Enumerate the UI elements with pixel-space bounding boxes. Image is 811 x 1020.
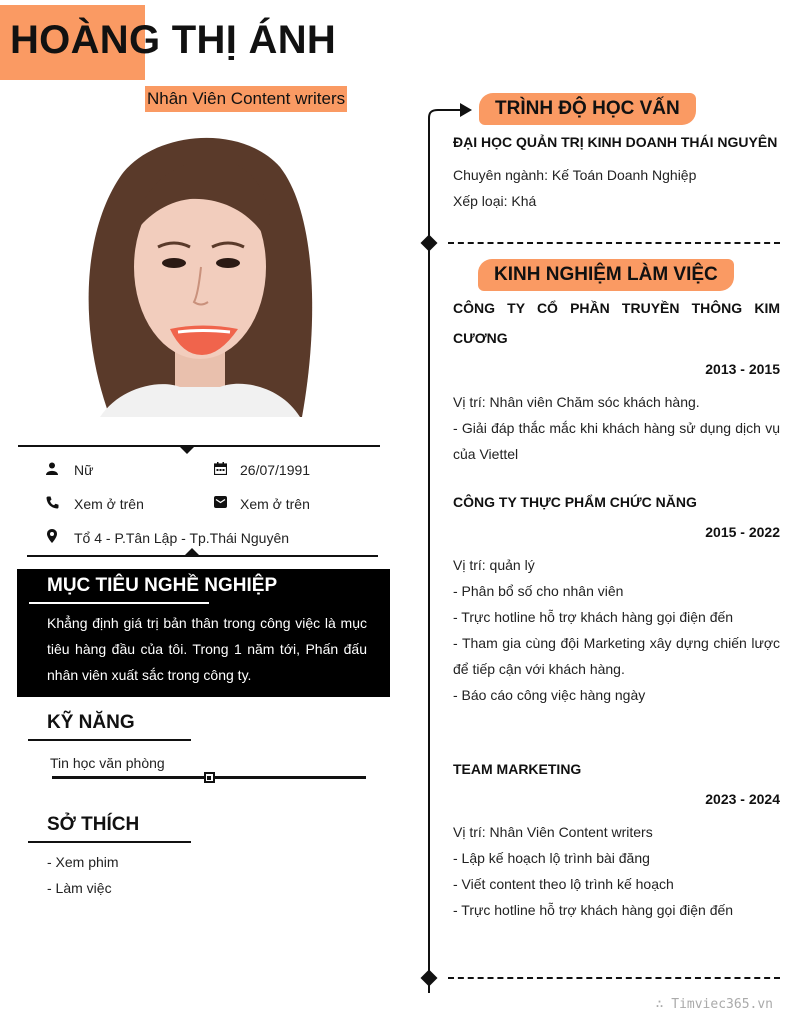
timeline-arrow bbox=[428, 100, 474, 129]
calendar-icon bbox=[213, 461, 227, 475]
profile-photo bbox=[70, 117, 322, 417]
job-company: CÔNG TY THỰC PHẨM CHỨC NĂNG bbox=[453, 494, 697, 510]
job-company: CÔNG TY CỔ PHẦN TRUYỀN THÔNG KIM bbox=[453, 300, 780, 316]
objective-underline bbox=[29, 602, 209, 604]
job-period: 2015 - 2022 bbox=[705, 524, 780, 540]
section-separator bbox=[448, 977, 780, 979]
job-detail: Vị trí: Nhân Viên Content writers bbox=[453, 824, 653, 840]
job-detail: Vị trí: quản lý bbox=[453, 557, 535, 573]
job-detail: - Báo cáo công việc hàng ngày bbox=[453, 687, 646, 703]
education-rank: Xếp loại: Khá bbox=[453, 193, 537, 209]
education-major: Chuyên ngành: Kế Toán Doanh Nghiệp bbox=[453, 167, 697, 183]
job-detail: - Trực hotline hỗ trợ khách hàng gọi điện đến bbox=[453, 609, 734, 625]
job-title: Nhân Viên Content writers bbox=[145, 86, 347, 112]
experience-title: KINH NGHIỆM LÀM VIỆC bbox=[478, 259, 734, 291]
skill-bar-knob bbox=[204, 772, 215, 783]
hobbies-title: SỞ THÍCH bbox=[47, 814, 140, 835]
hobbies-underline bbox=[28, 841, 191, 843]
objective-text: Khẳng định giá trị bản thân trong công việc là mục tiêu hàng đầu của tôi. Trong 1 năm tới, Phấn đấu nhân viên xuất sắc trong công ty. bbox=[47, 615, 367, 683]
hobby-item: - Xem phim bbox=[47, 854, 119, 870]
job-detail: - Giải đáp thắc mắc khi khách hàng sử dụng dịch vụ bbox=[453, 420, 780, 436]
job-period: 2023 - 2024 bbox=[705, 791, 780, 807]
user-icon bbox=[45, 461, 59, 475]
skills-underline bbox=[28, 739, 191, 741]
objective-title: MỤC TIÊU NGHỀ NGHIỆP bbox=[47, 575, 278, 596]
email-value: Xem ở trên bbox=[240, 496, 310, 512]
hobby-item: - Làm việc bbox=[47, 880, 112, 896]
watermark: ∴ Timviec365.vn bbox=[655, 997, 773, 1012]
phone-value: Xem ở trên bbox=[74, 496, 144, 512]
gender-value: Nữ bbox=[74, 462, 94, 478]
education-title: TRÌNH ĐỘ HỌC VẤN bbox=[479, 93, 696, 125]
job-detail: - Phân bổ số cho nhân viên bbox=[453, 583, 624, 599]
address-value: Tổ 4 - P.Tân Lập - Tp.Thái Nguyên bbox=[74, 530, 290, 546]
phone-icon bbox=[45, 495, 59, 509]
school-name: ĐẠI HỌC QUẢN TRỊ KINH DOANH THÁI NGUYÊN bbox=[453, 134, 778, 150]
watermark-text: Timviec365.vn bbox=[671, 997, 773, 1012]
divider-bottom bbox=[27, 555, 378, 557]
job-detail: Vị trí: Nhân viên Chăm sóc khách hàng. bbox=[453, 394, 700, 410]
job-period: 2013 - 2015 bbox=[705, 361, 780, 377]
birthday-value: 26/07/1991 bbox=[240, 462, 311, 478]
section-separator bbox=[448, 242, 780, 244]
job-detail: của Viettel bbox=[453, 446, 519, 462]
job-detail: - Viết content theo lộ trình kế hoạch bbox=[453, 876, 674, 892]
divider-top bbox=[18, 445, 380, 447]
job-company-cont: CƯƠNG bbox=[453, 330, 508, 346]
objective-section bbox=[17, 569, 390, 697]
job-company: TEAM MARKETING bbox=[453, 761, 582, 777]
timeline-diamond bbox=[421, 970, 438, 987]
timeline-diamond bbox=[421, 235, 438, 252]
skill-name: Tin học văn phòng bbox=[50, 755, 165, 771]
job-detail: - Tham gia cùng đội Marketing xây dựng chiến lược bbox=[453, 635, 780, 651]
job-detail: - Trực hotline hỗ trợ khách hàng gọi điện đến bbox=[453, 902, 734, 918]
job-detail: - Lập kế hoạch lộ trình bài đăng bbox=[453, 850, 650, 866]
candidate-name: HOÀNG THỊ ÁNH bbox=[10, 18, 337, 62]
divider-notch bbox=[179, 446, 195, 454]
map-pin-icon bbox=[45, 529, 59, 543]
skills-title: KỸ NĂNG bbox=[47, 712, 135, 733]
job-detail: để tiếp cận với khách hàng. bbox=[453, 661, 625, 677]
envelope-icon bbox=[213, 495, 227, 509]
